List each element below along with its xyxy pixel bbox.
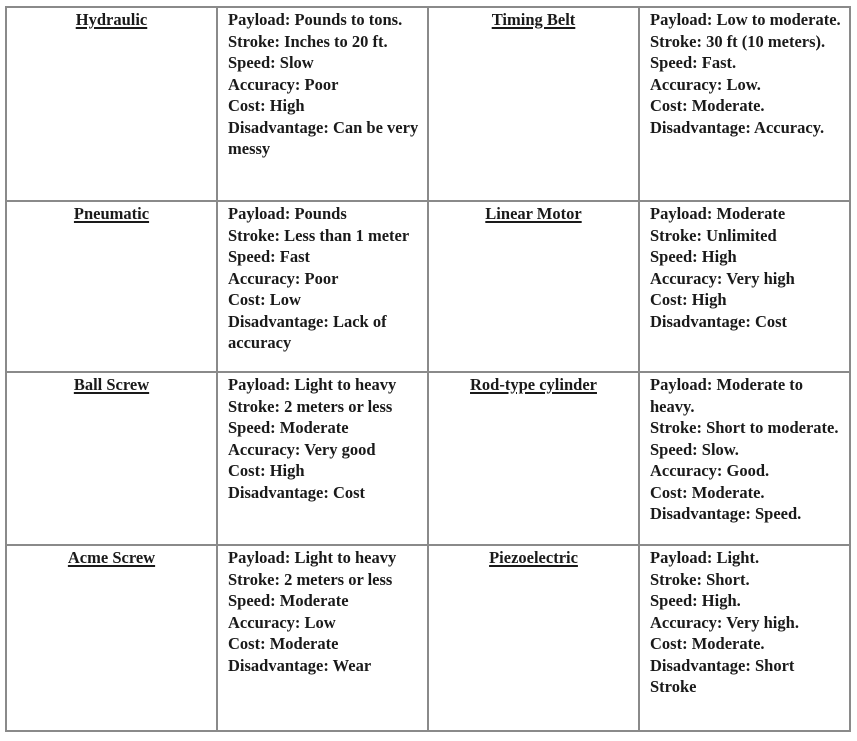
- spec-payload: Payload: Pounds: [228, 204, 347, 223]
- actuator-name: Ball Screw: [73, 375, 150, 394]
- spec-cost: Cost: Moderate.: [650, 634, 765, 653]
- spec-accuracy: Accuracy: Low: [228, 612, 336, 632]
- actuator-specs-cell: [217, 545, 428, 731]
- spec-stroke: Stroke: Inches to 20 ft.: [228, 31, 388, 51]
- table-row: [6, 372, 850, 545]
- actuator-name: Pneumatic: [73, 204, 150, 223]
- actuator-name: Acme Screw: [67, 548, 156, 567]
- spec-stroke: Stroke: Short to moderate.: [650, 418, 839, 437]
- spec-cost: Cost: High: [228, 461, 305, 480]
- spec-accuracy: Accuracy: Good.: [650, 461, 770, 480]
- spec-payload: Payload: Light.: [650, 548, 760, 567]
- spec-speed: Speed: High.: [650, 591, 741, 610]
- spec-accuracy: Accuracy: Low.: [650, 74, 761, 94]
- table-row: [6, 201, 850, 372]
- spec-payload: Payload: Low to moderate.: [650, 10, 841, 29]
- spec-speed: Speed: High: [650, 247, 737, 266]
- spec-disadvantage: Disadvantage: Short Stroke: [650, 655, 795, 696]
- actuator-specs-cell: [639, 7, 850, 201]
- table-row: [6, 545, 850, 731]
- spec-cost: Cost: Moderate.: [650, 96, 765, 115]
- actuator-specs-cell: [217, 201, 428, 372]
- spec-stroke: Stroke: 2 meters or less: [228, 569, 393, 589]
- spec-speed: Speed: Moderate: [228, 591, 349, 610]
- spec-speed: Speed: Slow: [228, 53, 314, 72]
- actuator-name: Linear Motor: [485, 204, 582, 223]
- spec-payload: Payload: Light to heavy: [228, 548, 397, 567]
- actuator-name-cell: [6, 545, 217, 731]
- actuator-name: Timing Belt: [491, 10, 576, 29]
- spec-disadvantage: Disadvantage: Cost: [228, 482, 366, 502]
- actuator-name-cell: [428, 201, 639, 372]
- spec-cost: Cost: Moderate: [228, 634, 339, 653]
- actuator-name: Rod-type cylinder: [470, 375, 597, 394]
- spec-stroke: Stroke: Less than 1 meter: [228, 225, 410, 245]
- spec-payload: Payload: Moderate: [650, 204, 786, 223]
- spec-cost: Cost: Low: [228, 290, 301, 309]
- spec-speed: Speed: Fast.: [650, 53, 737, 72]
- actuator-specs-cell: [639, 545, 850, 731]
- spec-payload: Payload: Moderate to heavy.: [650, 375, 804, 416]
- actuator-specs-cell: [639, 201, 850, 372]
- spec-stroke: Stroke: 2 meters or less: [228, 396, 393, 416]
- actuator-name-cell: [428, 372, 639, 545]
- actuator-name-cell: [428, 545, 639, 731]
- spec-disadvantage: Disadvantage: Can be very messy: [228, 117, 419, 158]
- spec-payload: Payload: Pounds to tons.: [228, 10, 403, 29]
- actuator-name-cell: [6, 201, 217, 372]
- actuator-specs-cell: [639, 372, 850, 545]
- spec-speed: Speed: Slow.: [650, 439, 739, 459]
- spec-disadvantage: Disadvantage: Speed.: [650, 504, 802, 523]
- spec-accuracy: Accuracy: Very high.: [650, 612, 799, 632]
- spec-speed: Speed: Fast: [228, 247, 311, 266]
- actuator-name: Hydraulic: [75, 10, 148, 29]
- actuator-name-cell: [428, 7, 639, 201]
- table-row: [6, 7, 850, 201]
- spec-accuracy: Accuracy: Very good: [228, 439, 376, 459]
- spec-disadvantage: Disadvantage: Accuracy.: [650, 117, 825, 137]
- spec-cost: Cost: High: [650, 290, 727, 309]
- spec-accuracy: Accuracy: Very high: [650, 268, 795, 288]
- spec-disadvantage: Disadvantage: Wear: [228, 655, 372, 675]
- spec-payload: Payload: Light to heavy: [228, 375, 397, 394]
- actuator-comparison-table: [5, 6, 851, 732]
- actuator-name: Piezoelectric: [489, 548, 578, 567]
- actuator-specs-cell: [217, 372, 428, 545]
- spec-cost: Cost: High: [228, 96, 305, 115]
- spec-stroke: Stroke: Unlimited: [650, 225, 777, 245]
- spec-speed: Speed: Moderate: [228, 418, 349, 437]
- spec-disadvantage: Disadvantage: Cost: [650, 311, 788, 331]
- spec-stroke: Stroke: 30 ft (10 meters).: [650, 31, 826, 51]
- spec-accuracy: Accuracy: Poor: [228, 74, 339, 94]
- spec-stroke: Stroke: Short.: [650, 569, 750, 589]
- spec-disadvantage: Disadvantage: Lack of accuracy: [228, 311, 387, 352]
- actuator-name-cell: [6, 7, 217, 201]
- spec-cost: Cost: Moderate.: [650, 482, 765, 502]
- actuator-name-cell: [6, 372, 217, 545]
- spec-accuracy: Accuracy: Poor: [228, 268, 339, 288]
- actuator-specs-cell: [217, 7, 428, 201]
